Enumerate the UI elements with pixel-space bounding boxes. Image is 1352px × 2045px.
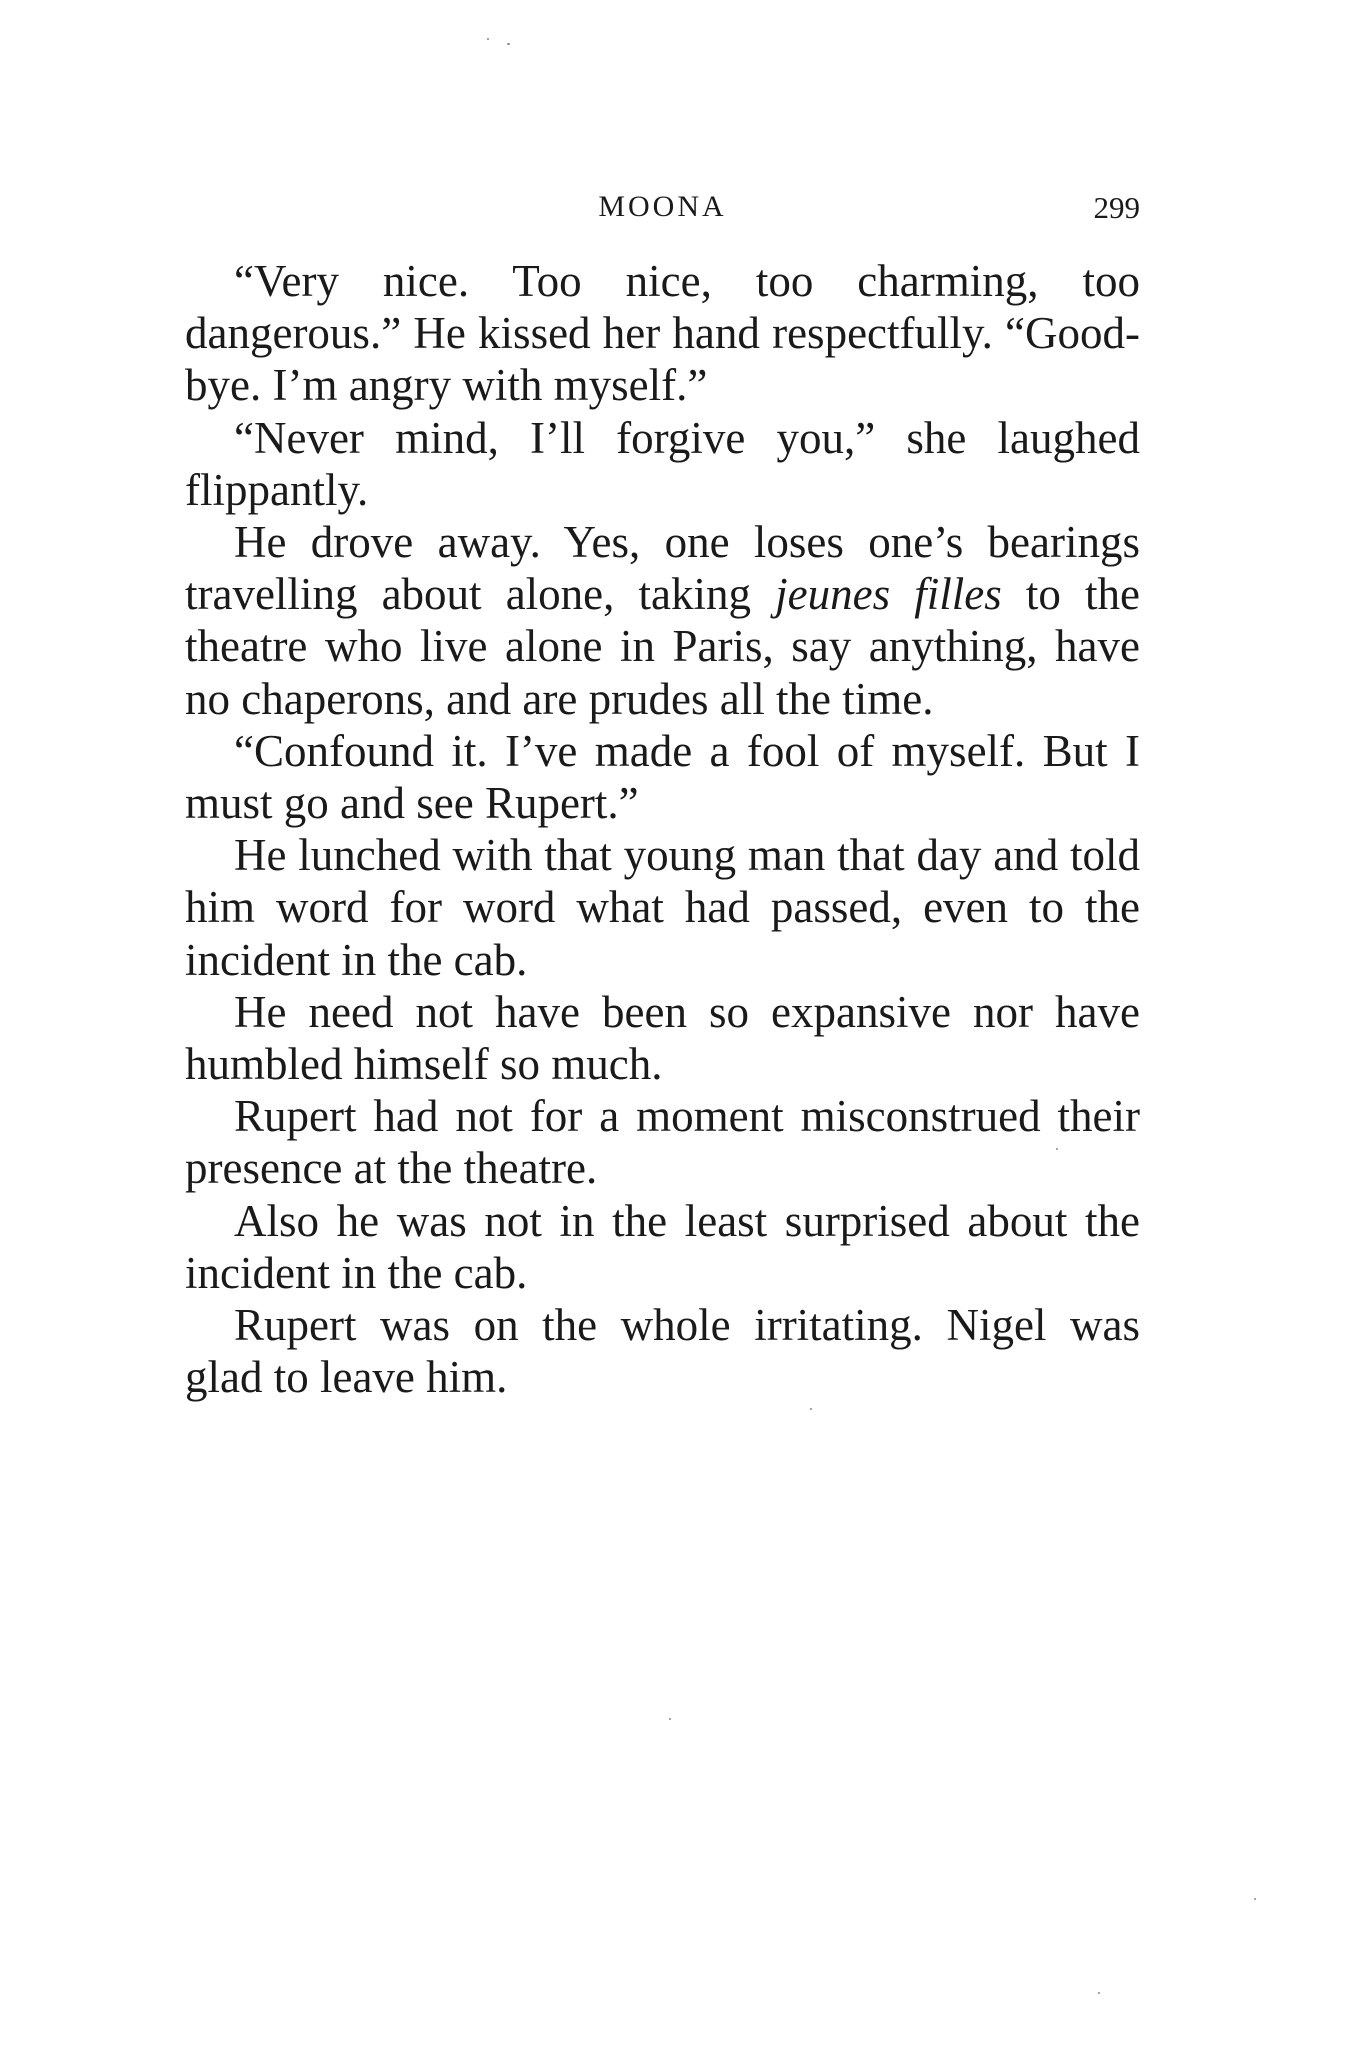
- paragraph-3-italic-phrase: jeunes filles: [775, 569, 1002, 620]
- paragraph-3-text-before: He drove away. Yes, one loses one’s bearings travelling about alone, taking: [185, 517, 1140, 620]
- scan-speck: [810, 1408, 812, 1410]
- scan-speck: [487, 38, 489, 40]
- page-number: 299: [1093, 190, 1140, 225]
- paragraph-3-text-after: to the theatre who live alone in Paris, say anything, have no chaperons, and are prudes all the time.: [185, 569, 1140, 724]
- paragraph-2: “Never mind, I’ll forgive you,” she laughed flippantly.: [185, 412, 1140, 515]
- scan-speck: [507, 43, 510, 45]
- page-header: [185, 190, 1140, 240]
- paragraph-5: He lunched with that young man that day and told him word for word what had passed, even to the incident in the cab.: [185, 830, 1140, 985]
- paragraph-9: Rupert was on the whole irritating. Nigel was glad to leave him.: [185, 1300, 1140, 1403]
- running-head: MOONA: [598, 190, 727, 223]
- scan-speck: [1098, 1992, 1100, 1994]
- paragraph-7: Rupert had not for a moment misconstrued their presence at the theatre.: [185, 1091, 1140, 1194]
- scan-speck: [669, 1718, 671, 1720]
- paragraph-3: [185, 516, 1140, 725]
- paragraph-6: He need not have been so expansive nor have humbled himself so much.: [185, 986, 1140, 1090]
- body-text: [185, 255, 1140, 1403]
- scan-speck: [1056, 1148, 1058, 1150]
- paragraph-8: Also he was not in the least surprised about the incident in the cab.: [185, 1195, 1140, 1298]
- paragraph-1: “Very nice. Too nice, too charming, too dangerous.” He kissed her hand respectfully. “Good-bye. I’m angry with myself.”: [185, 256, 1140, 411]
- scan-speck: [1254, 1898, 1256, 1900]
- paragraph-4: “Confound it. I’ve made a fool of myself. But I must go and see Rupert.”: [185, 725, 1140, 829]
